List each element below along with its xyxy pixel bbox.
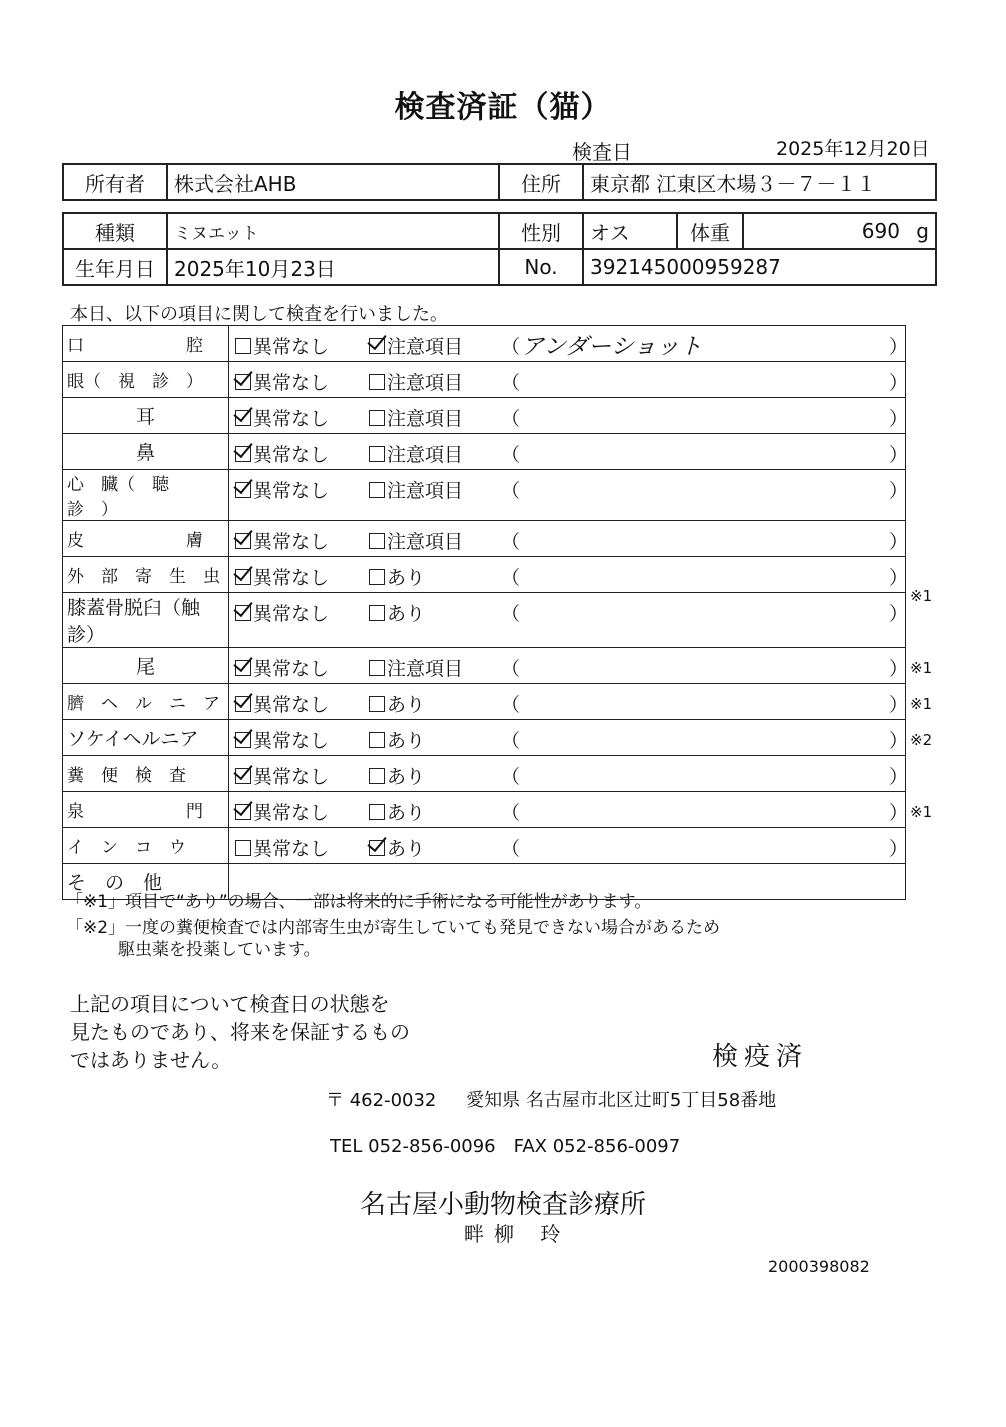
- item-options: [229, 828, 909, 864]
- option-normal-label: 異常なし: [253, 336, 330, 358]
- paren-close: ）: [889, 567, 909, 589]
- checkbox-icon[interactable]: [235, 660, 251, 676]
- checkbox-icon[interactable]: [369, 768, 385, 784]
- option-caution-label: 注意項目: [387, 658, 464, 680]
- option-caution-label: あり: [387, 694, 426, 716]
- option-normal-label: 異常なし: [253, 838, 330, 860]
- paren-close: ）: [889, 838, 909, 860]
- paren-open: （: [501, 567, 521, 589]
- address-value: 東京都 江東区木場３－７－１１: [583, 164, 936, 200]
- checklist-row: [63, 648, 906, 684]
- option-caution[interactable]: [369, 563, 425, 590]
- checklist-row: [63, 593, 906, 648]
- option-caution-label: 注意項目: [387, 531, 464, 553]
- checklist-row: [63, 470, 906, 521]
- item-name: ソケイヘルニア: [63, 720, 229, 756]
- item-options: [229, 648, 909, 684]
- item-name: イ ン コ ウ: [63, 828, 229, 864]
- option-normal-label: 異常なし: [253, 658, 330, 680]
- checkbox-icon[interactable]: [235, 605, 251, 621]
- item-options: [229, 756, 909, 792]
- item-options: [229, 593, 909, 648]
- sex-value: オス: [583, 213, 677, 249]
- item-name: 眼（ 視 診 ）: [63, 362, 229, 398]
- item-name: 膝蓋骨脱臼（触診）: [63, 593, 229, 648]
- checkbox-icon[interactable]: [235, 696, 251, 712]
- option-caution[interactable]: [369, 404, 463, 431]
- exam-date-value: 2025年12月20日: [776, 138, 930, 160]
- footnote-1: 「※1」項目で“あり”の場合、一部は将来的に手術になる可能性があります。: [66, 892, 652, 912]
- weight-cell: [743, 213, 936, 249]
- footnote-2-line2: 駆虫薬を投薬しています。: [118, 940, 321, 960]
- option-normal[interactable]: [235, 798, 329, 825]
- option-normal-label: 異常なし: [253, 444, 330, 466]
- option-normal[interactable]: [235, 368, 329, 395]
- option-normal[interactable]: [235, 332, 329, 359]
- item-name: 皮 膚: [63, 521, 229, 557]
- option-normal[interactable]: [235, 654, 329, 681]
- checklist-row: [63, 398, 906, 434]
- option-caution-label: あり: [387, 802, 426, 824]
- checkbox-icon[interactable]: [369, 660, 385, 676]
- option-normal[interactable]: [235, 404, 329, 431]
- option-caution[interactable]: [369, 762, 425, 789]
- option-normal-label: 異常なし: [253, 603, 330, 625]
- paren-open: （: [501, 603, 521, 625]
- dob-label: 生年月日: [63, 249, 167, 285]
- checkbox-icon[interactable]: [369, 696, 385, 712]
- item-options: [229, 362, 909, 398]
- paren-open: （: [501, 838, 521, 860]
- footnote-mark: ※2: [910, 731, 933, 749]
- doctor-name: 畔柳 玲: [464, 1222, 571, 1246]
- dob-value: 2025年10月23日: [167, 249, 499, 285]
- option-caution[interactable]: [369, 654, 463, 681]
- owner-table: [62, 163, 937, 201]
- item-options: [229, 434, 909, 470]
- checklist-row: [63, 521, 906, 557]
- footnote-mark: ※1: [910, 803, 933, 821]
- checkbox-icon[interactable]: [369, 804, 385, 820]
- option-normal[interactable]: [235, 527, 329, 554]
- address-label: 住所: [499, 164, 583, 200]
- paren-open: （: [501, 766, 521, 788]
- item-options: [229, 398, 909, 434]
- checkbox-icon[interactable]: [369, 338, 385, 354]
- postal-code: 〒 462-0032: [326, 1090, 437, 1111]
- item-options: [229, 792, 909, 828]
- document-title: 検査済証（猫）: [394, 90, 612, 125]
- option-normal-label: 異常なし: [253, 802, 330, 824]
- checkbox-icon[interactable]: [369, 410, 385, 426]
- checkbox-icon[interactable]: [235, 768, 251, 784]
- item-name: 泉 門: [63, 792, 229, 828]
- disclaimer: [70, 990, 410, 1074]
- paren-close: ）: [889, 480, 909, 502]
- option-caution-label: 注意項目: [387, 336, 464, 358]
- option-normal[interactable]: [235, 563, 329, 590]
- paren-open: （: [501, 730, 521, 752]
- checklist-row: [63, 557, 906, 593]
- checklist-row: [63, 756, 906, 792]
- option-normal-label: 異常なし: [253, 480, 330, 502]
- option-caution[interactable]: [369, 476, 463, 503]
- checkbox-icon[interactable]: [369, 569, 385, 585]
- checkbox-icon[interactable]: [369, 533, 385, 549]
- option-caution-label: あり: [387, 567, 426, 589]
- paren-close: ）: [889, 531, 909, 553]
- serial-number: 2000398082: [768, 1257, 870, 1276]
- option-caution[interactable]: [369, 599, 425, 626]
- disclaimer-line: 上記の項目について検査日の状態を: [70, 992, 390, 1016]
- option-normal-label: 異常なし: [253, 694, 330, 716]
- item-name: 心 臓（ 聴 診 ）: [63, 470, 229, 521]
- option-caution[interactable]: [369, 690, 425, 717]
- clinic-address: 愛知県 名古屋市北区辻町5丁目58番地: [466, 1090, 777, 1111]
- checkbox-icon[interactable]: [369, 482, 385, 498]
- exam-date-label: 検査日: [572, 140, 632, 164]
- checklist-row: [63, 720, 906, 756]
- paren-open: （: [501, 336, 521, 358]
- item-options: [229, 557, 909, 593]
- option-caution[interactable]: [369, 798, 425, 825]
- paren-close: ）: [889, 694, 909, 716]
- checkbox-icon[interactable]: [235, 482, 251, 498]
- option-normal[interactable]: [235, 726, 329, 753]
- paren-close: ）: [889, 408, 909, 430]
- paren-open: （: [501, 694, 521, 716]
- checklist-row: [63, 684, 906, 720]
- checkbox-icon[interactable]: [369, 374, 385, 390]
- paren-close: ）: [889, 802, 909, 824]
- weight-unit: g: [916, 219, 929, 243]
- breed-value: ミヌエット: [167, 213, 499, 249]
- footnote-mark: ※1: [910, 695, 933, 713]
- weight-value: 690: [861, 219, 900, 243]
- checkbox-icon[interactable]: [235, 804, 251, 820]
- paren-open: （: [501, 372, 521, 394]
- checkbox-icon[interactable]: [235, 374, 251, 390]
- item-name: 外 部 寄 生 虫: [63, 557, 229, 593]
- paren-open: （: [501, 658, 521, 680]
- checkbox-icon[interactable]: [235, 410, 251, 426]
- option-normal[interactable]: [235, 476, 329, 503]
- paren-open: （: [501, 408, 521, 430]
- paren-close: ）: [889, 444, 909, 466]
- option-normal[interactable]: [235, 834, 329, 861]
- option-caution-label: 注意項目: [387, 480, 464, 502]
- option-caution[interactable]: [369, 332, 463, 359]
- option-normal[interactable]: [235, 690, 329, 717]
- option-caution[interactable]: [369, 834, 425, 861]
- paren-open: （: [501, 802, 521, 824]
- option-normal-label: 異常なし: [253, 372, 330, 394]
- paren-open: （: [501, 531, 521, 553]
- clinic-name: 名古屋小動物検査診療所: [359, 1190, 646, 1220]
- option-normal[interactable]: [235, 599, 329, 626]
- checkbox-icon[interactable]: [369, 840, 385, 856]
- no-label: No.: [499, 249, 583, 285]
- footnote-mark: ※1: [910, 587, 933, 605]
- checkbox-icon[interactable]: [235, 732, 251, 748]
- option-caution-label: あり: [387, 766, 426, 788]
- item-name: 尾: [63, 648, 229, 684]
- checklist-row: [63, 828, 906, 864]
- option-normal-label: 異常なし: [253, 730, 330, 752]
- option-caution-label: あり: [387, 603, 426, 625]
- option-caution[interactable]: [369, 527, 463, 554]
- checklist-row: [63, 434, 906, 470]
- option-normal-label: 異常なし: [253, 531, 330, 553]
- item-options: [229, 720, 909, 756]
- item-name: 耳: [63, 398, 229, 434]
- item-name: 臍 ヘ ル ニ ア: [63, 684, 229, 720]
- option-caution-label: 注意項目: [387, 444, 464, 466]
- item-options: [229, 470, 909, 521]
- option-caution[interactable]: [369, 440, 463, 467]
- owner-value: 株式会社AHB: [167, 164, 499, 200]
- paren-close: ）: [889, 372, 909, 394]
- item-options: [229, 521, 909, 557]
- option-caution-label: あり: [387, 730, 426, 752]
- other-label: そ の 他: [63, 864, 229, 900]
- paren-open: （: [501, 444, 521, 466]
- option-normal-label: 異常なし: [253, 766, 330, 788]
- checkbox-icon[interactable]: [369, 446, 385, 462]
- disclaimer-line: ではありません。: [70, 1048, 232, 1072]
- item-memo[interactable]: アンダーショット: [521, 334, 703, 360]
- item-options: [229, 684, 909, 720]
- item-name: 口 腔: [63, 326, 229, 362]
- checkbox-icon[interactable]: [235, 338, 251, 354]
- disclaimer-line: 見たものであり、将来を保証するもの: [70, 1020, 410, 1044]
- item-options: [229, 326, 909, 362]
- quarantine-stamp: 検疫済: [712, 1042, 809, 1072]
- paren-close: ）: [889, 336, 909, 358]
- sex-label: 性別: [499, 213, 583, 249]
- paren-close: ）: [889, 766, 909, 788]
- option-caution-label: あり: [387, 838, 426, 860]
- paren-close: ）: [889, 658, 909, 680]
- option-normal-label: 異常なし: [253, 567, 330, 589]
- checkbox-icon[interactable]: [235, 569, 251, 585]
- footnote-2-line1: 「※2」一度の糞便検査では内部寄生虫が寄生していても発見できない場合があるため: [66, 918, 721, 938]
- option-caution[interactable]: [369, 368, 463, 395]
- checkbox-icon[interactable]: [235, 446, 251, 462]
- no-value: 392145000959287: [583, 249, 936, 285]
- option-normal[interactable]: [235, 440, 329, 467]
- footnote-mark: ※1: [910, 659, 933, 677]
- option-caution-label: 注意項目: [387, 372, 464, 394]
- item-name: 糞 便 検 査: [63, 756, 229, 792]
- paren-close: ）: [889, 730, 909, 752]
- checklist-row: [63, 792, 906, 828]
- weight-label: 体重: [677, 213, 743, 249]
- option-normal-label: 異常なし: [253, 408, 330, 430]
- intro-text: 本日、以下の項目に関して検査を行いました。: [70, 304, 448, 325]
- postal-address: [326, 1086, 776, 1112]
- paren-close: ）: [889, 603, 909, 625]
- checkbox-icon[interactable]: [369, 605, 385, 621]
- breed-label: 種類: [63, 213, 167, 249]
- animal-table: [62, 212, 937, 286]
- option-caution[interactable]: [369, 726, 425, 753]
- contact-numbers: TEL 052-856-0096 FAX 052-856-0097: [330, 1136, 681, 1157]
- checklist-table: [62, 325, 909, 900]
- checkbox-icon[interactable]: [235, 533, 251, 549]
- checklist-row: [63, 326, 906, 362]
- option-caution-label: 注意項目: [387, 408, 464, 430]
- checkbox-icon[interactable]: [235, 840, 251, 856]
- checkbox-icon[interactable]: [369, 732, 385, 748]
- item-name: 鼻: [63, 434, 229, 470]
- owner-label: 所有者: [63, 164, 167, 200]
- paren-open: （: [501, 480, 521, 502]
- checklist-row: [63, 362, 906, 398]
- option-normal[interactable]: [235, 762, 329, 789]
